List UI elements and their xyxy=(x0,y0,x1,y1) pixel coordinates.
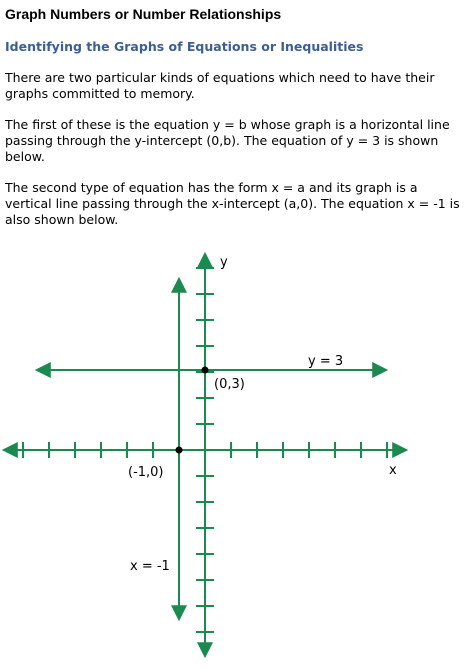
vertical-line-label: x = -1 xyxy=(130,559,170,574)
horizontal-line-label: y = 3 xyxy=(308,354,344,369)
x-axis-label: x xyxy=(389,463,397,478)
paragraph-vertical-line: The second type of equation has the form x = a and its graph is a vertical line passing through the x-intercept (a,0). The equation x = -1 is also shown below. xyxy=(5,180,460,227)
y-axis-label: y xyxy=(220,255,228,270)
section-subtitle: Identifying the Graphs of Equations or Inequalities xyxy=(5,39,364,54)
paragraph-horizontal-line: The first of these is the equation y = b whose graph is a horizontal line passing through the y-intercept (0,b). The equation of y = 3 is shown below. xyxy=(5,117,450,164)
point-0-3 xyxy=(202,367,209,374)
article xyxy=(5,0,469,228)
point-minus1-0-label: (-1,0) xyxy=(128,465,164,480)
point-minus1-0 xyxy=(176,447,183,454)
page-title: Graph Numbers or Number Relationships xyxy=(5,6,282,22)
paragraph-intro: There are two particular kinds of equations which need to have their graphs committed to memory. xyxy=(5,70,435,101)
point-0-3-label: (0,3) xyxy=(214,377,245,392)
coordinate-graph xyxy=(0,250,474,671)
